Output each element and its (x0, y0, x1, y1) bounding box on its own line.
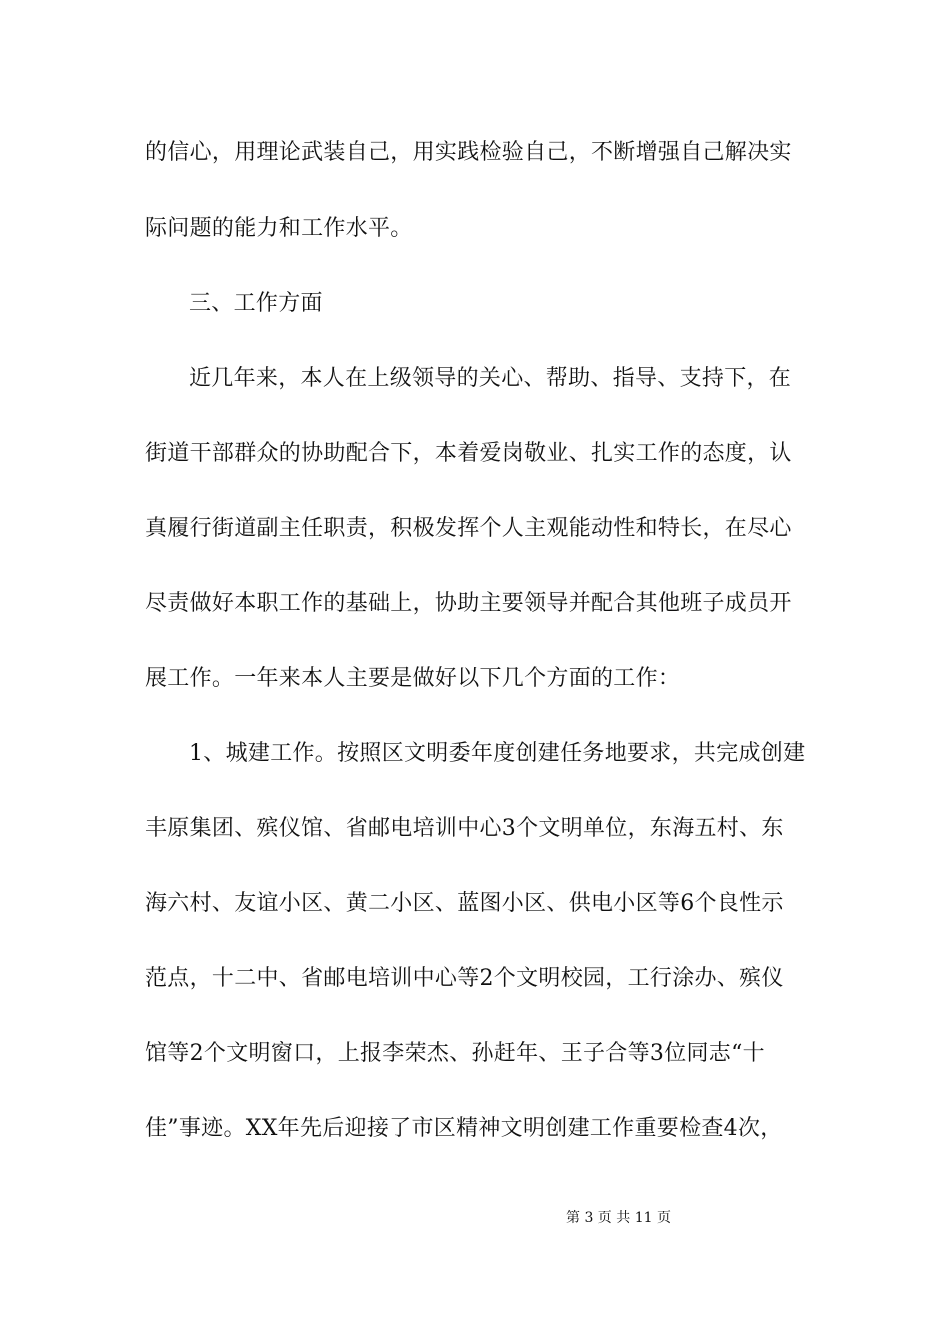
paragraph-line-12: 范点，十二中、省邮电培训中心等2个文明校园，工行涂办、殡仪 (145, 966, 784, 991)
page-number-footer: 第 3 页 共 11 页 (566, 1210, 671, 1226)
section-heading: 三、工作方面 (189, 291, 323, 316)
paragraph-line-6: 真履行街道副主任职责，积极发挥个人主观能动性和特长，在尽心 (145, 516, 792, 541)
paragraph-line-9: 1、城建工作。按照区文明委年度创建任务地要求，共完成创建 (189, 741, 806, 766)
paragraph-line-1: 的信心，用理论武装自己，用实践检验自己，不断增强自己解决实 (145, 140, 792, 165)
paragraph-line-7: 尽责做好本职工作的基础上，协助主要领导并配合其他班子成员开 (145, 591, 792, 616)
paragraph-line-4: 近几年来，本人在上级领导的关心、帮助、指导、支持下，在 (189, 366, 792, 391)
paragraph-line-13: 馆等2个文明窗口，上报李荣杰、孙赶年、王子合等3位同志“十 (145, 1041, 765, 1066)
paragraph-line-11: 海六村、友谊小区、黄二小区、蓝图小区、供电小区等6个良性示 (145, 891, 784, 916)
paragraph-line-14: 佳”事迹。XX年先后迎接了市区精神文明创建工作重要检查4次， (145, 1116, 783, 1141)
paragraph-line-10: 丰原集团、殡仪馆、省邮电培训中心3个文明单位，东海五村、东 (145, 816, 784, 841)
paragraph-line-8: 展工作。一年来本人主要是做好以下几个方面的工作： (145, 666, 681, 691)
paragraph-line-2: 际问题的能力和工作水平。 (145, 216, 413, 241)
paragraph-line-5: 街道干部群众的协助配合下，本着爱岗敬业、扎实工作的态度，认 (145, 441, 792, 466)
